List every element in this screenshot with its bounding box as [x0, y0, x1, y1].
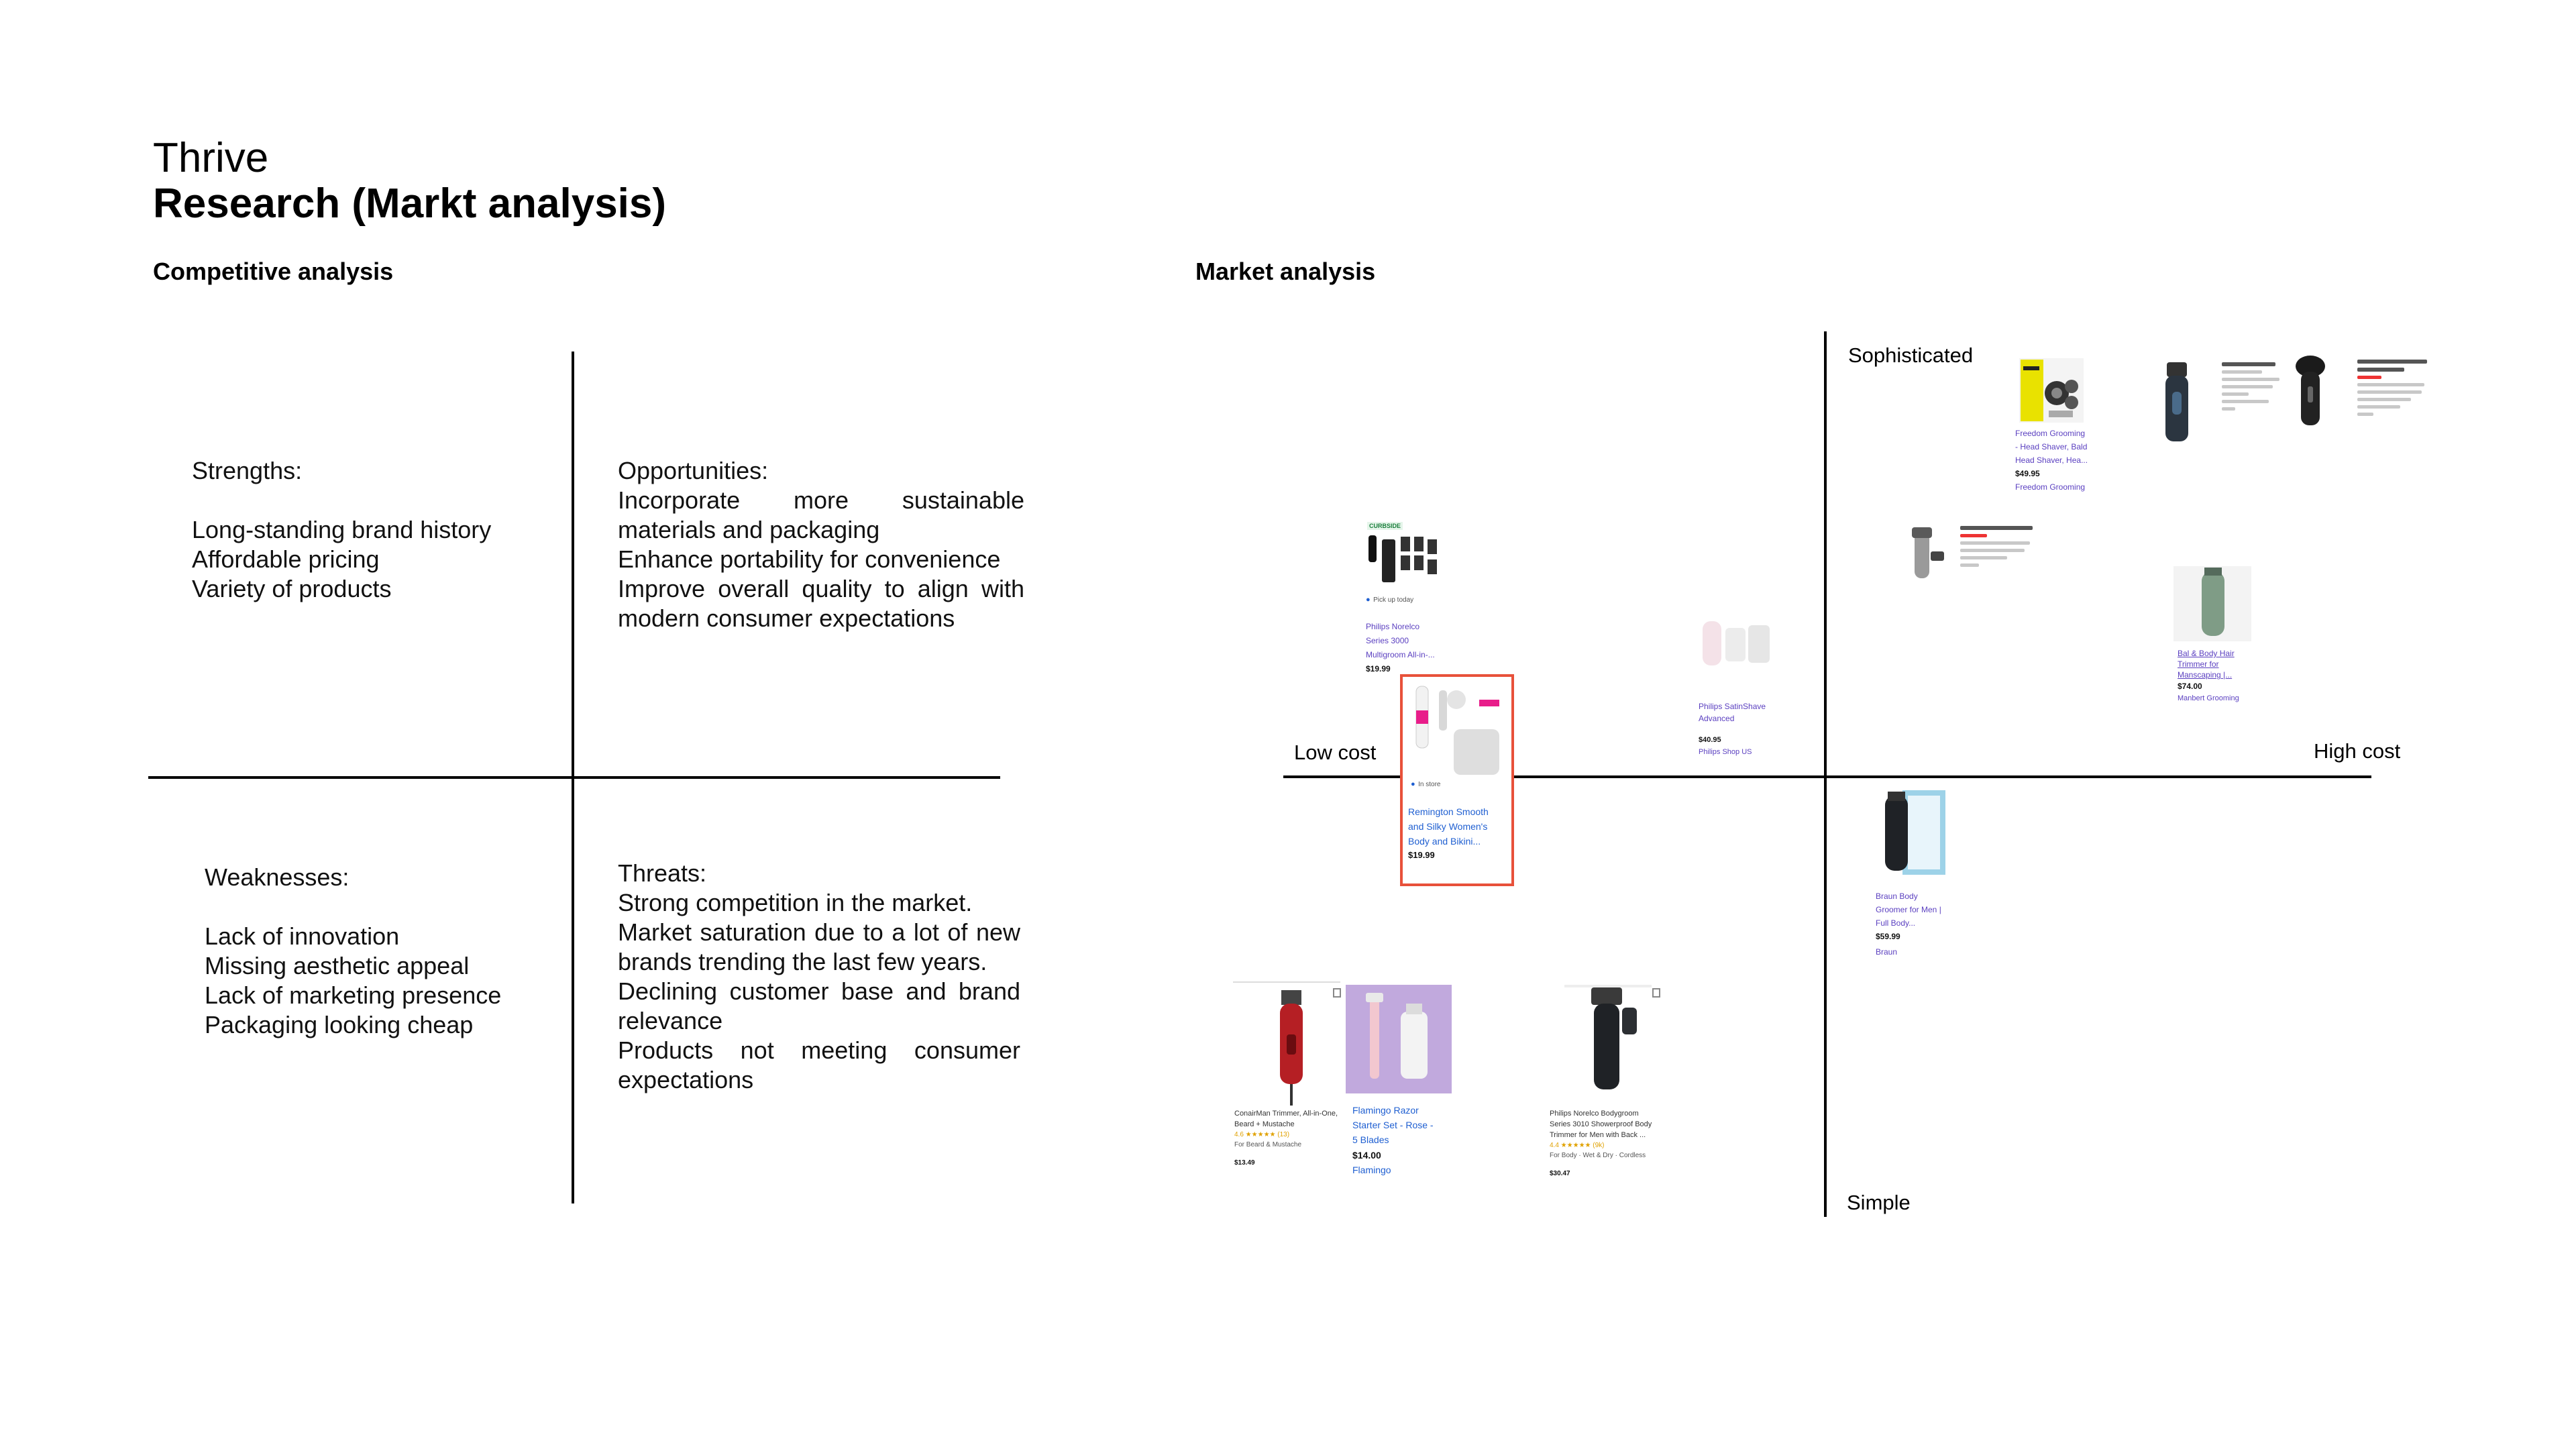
product-tag: For Beard & Mustache — [1234, 1141, 1302, 1148]
weaknesses-block — [205, 863, 553, 1040]
weaknesses-title: Weaknesses: — [205, 863, 350, 891]
product-price: $19.99 — [1408, 850, 1435, 860]
strengths-block — [192, 456, 554, 604]
head-shaver-image — [2015, 354, 2089, 428]
opportunities-item: Incorporate more sustainable materials and packaging — [618, 486, 1024, 543]
weaknesses-item: Lack of innovation — [205, 922, 400, 950]
product-price: $49.95 — [2015, 469, 2040, 478]
threats-title: Threats: — [618, 859, 707, 887]
product-card-satinshave[interactable] — [1696, 612, 1783, 759]
product-price: $30.47 — [1550, 1170, 1570, 1177]
product-store: Braun — [1876, 947, 1898, 957]
axis-label-high-cost: High cost — [2314, 739, 2401, 763]
opportunities-block — [618, 456, 1024, 633]
beard-trimmer-image — [2153, 358, 2200, 445]
product-store: Manbert Grooming — [2178, 694, 2239, 702]
product-title: Flamingo Razor Starter Set - Rose - 5 Blades — [1352, 1105, 1434, 1145]
product-card-ball-body-trimmer[interactable] — [2171, 564, 2258, 718]
swot-horizontal-divider — [148, 776, 1000, 779]
weaknesses-item: Packaging looking cheap — [205, 1011, 474, 1038]
opportunities-title: Opportunities: — [618, 457, 769, 484]
product-price: $74.00 — [2178, 682, 2202, 691]
strengths-item: Long-standing brand history — [192, 516, 492, 543]
threats-item: Market saturation due to a lot of new brands trending the last few years. — [618, 918, 1020, 975]
rotary-shaver-image — [2290, 352, 2330, 432]
threats-block — [618, 859, 1020, 1095]
product-title: Philips Norelco Bodygroom Series 3010 Showerproof Body Trimmer for Men with Back ... — [1550, 1110, 1652, 1139]
page-title: Research (Markt analysis) — [153, 180, 667, 227]
curbside-badge: CURBSIDE — [1367, 522, 1403, 530]
in-store-text: In store — [1418, 781, 1441, 788]
weaknesses-item: Missing aesthetic appeal — [205, 952, 470, 979]
axis-label-low-cost: Low cost — [1294, 741, 1377, 764]
product-store: Flamingo — [1352, 1165, 1391, 1175]
product-text-card — [1960, 522, 2035, 571]
showerproof-trimmer-image — [1550, 981, 1670, 1108]
product-title: Braun Body Groomer for Men | Full Body... — [1876, 892, 1941, 928]
green-trimmer-image — [2171, 564, 2254, 644]
product-title: Philips SatinShave Advanced — [1699, 702, 1766, 723]
axis-label-sophisticated: Sophisticated — [1848, 343, 1974, 367]
pickup-text: Pick up today — [1373, 596, 1414, 604]
product-rating: 4.6 ★★★★★ (13) — [1234, 1131, 1290, 1138]
product-card-norelco-3000[interactable] — [1363, 518, 1464, 679]
strengths-item: Affordable pricing — [192, 545, 380, 573]
product-store: Freedom Grooming — [2015, 482, 2086, 492]
threats-item: Declining customer base and brand relevance — [618, 977, 1020, 1034]
product-card-braun[interactable] — [1876, 786, 1976, 961]
product-rating: 4.4 ★★★★★ (9k) — [1550, 1142, 1605, 1149]
product-title: ConairMan Trimmer, All-in-One, Beard + Mustache — [1234, 1110, 1338, 1128]
body-groomer-box-image — [1876, 786, 1963, 880]
red-trimmer-image — [1233, 981, 1354, 1108]
strengths-item: Variety of products — [192, 575, 392, 602]
product-price: $40.95 — [1699, 736, 1721, 744]
product-title: Remington Smooth and Silky Women's Body and Bikini... — [1408, 806, 1489, 847]
product-card-remington[interactable] — [1400, 674, 1514, 886]
razor-starter-set-image — [1346, 985, 1452, 1093]
axis-label-simple: Simple — [1847, 1191, 1911, 1214]
product-title: Freedom Grooming - Head Shaver, Bald Head Shaver, Hea... — [2015, 429, 2088, 465]
opportunities-item: Improve overall quality to align with modern consumer expectations — [618, 575, 1024, 632]
product-price: $19.99 — [1366, 664, 1391, 674]
product-text-card — [2222, 358, 2282, 415]
product-price: $59.99 — [1876, 932, 1900, 941]
pin-icon: ● — [1366, 596, 1371, 604]
pin-icon: ● — [1411, 780, 1415, 788]
brand-name: Thrive — [153, 135, 269, 181]
product-store: Philips Shop US — [1699, 748, 1752, 756]
product-card-bodygroom-3010[interactable] — [1550, 981, 1670, 1182]
product-card-flamingo[interactable] — [1346, 985, 1460, 1186]
threats-item: Products not meeting consumer expectations — [618, 1036, 1020, 1093]
product-price: $14.00 — [1352, 1150, 1381, 1161]
product-title: Bal & Body Hair Trimmer for Manscaping |... — [2178, 649, 2235, 680]
product-title: Philips Norelco Series 3000 Multigroom All-in-... — [1366, 622, 1435, 659]
weaknesses-item: Lack of marketing presence — [205, 981, 502, 1009]
product-text-card — [2357, 356, 2431, 420]
threats-item: Strong competition in the market. — [618, 889, 973, 916]
body-shaver-image — [1896, 525, 1949, 585]
product-tag: For Body · Wet & Dry · Cordless — [1550, 1152, 1646, 1159]
opportunities-item: Enhance portability for convenience — [618, 545, 1001, 573]
market-analysis-heading: Market analysis — [1195, 258, 1376, 285]
bikini-trimmer-kit-image — [1407, 680, 1507, 787]
product-price: $13.49 — [1234, 1159, 1255, 1167]
epilator-image — [1696, 612, 1776, 679]
multigroom-kit-image — [1363, 533, 1457, 589]
market-vertical-axis — [1824, 331, 1827, 1217]
product-card-conairman[interactable] — [1233, 981, 1354, 1182]
product-card-freedom-grooming[interactable] — [2015, 354, 2096, 492]
strengths-title: Strengths: — [192, 457, 303, 484]
competitive-analysis-heading: Competitive analysis — [153, 258, 394, 285]
